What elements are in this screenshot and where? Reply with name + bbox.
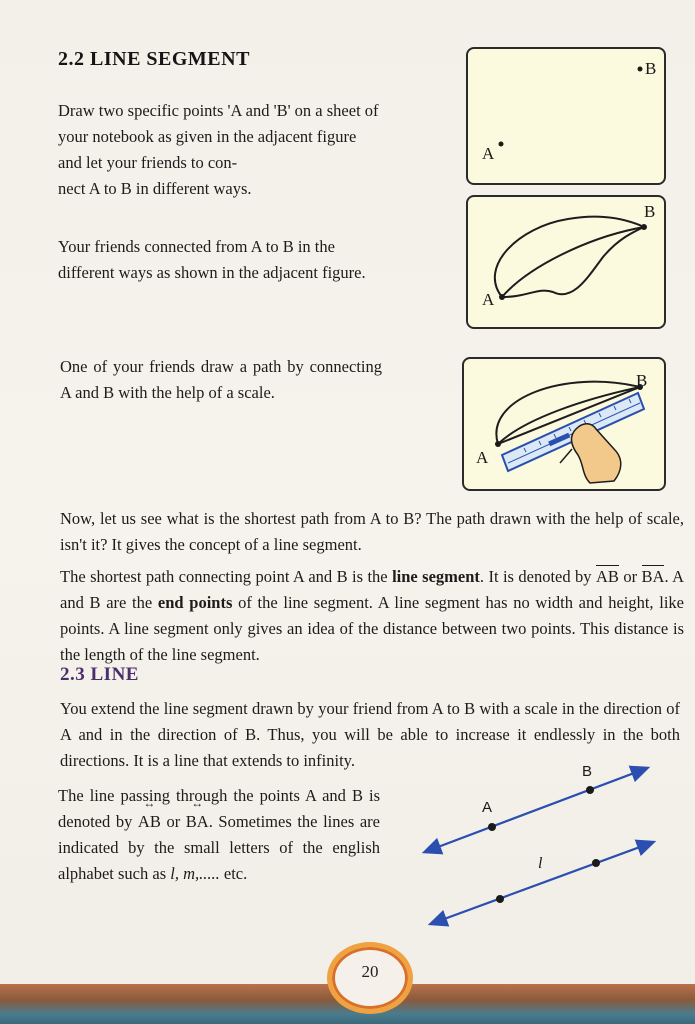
fig2-label-a: A [482, 290, 495, 309]
line-text-2: . Sometimes the lines are indicated by the small letters of the english alphabet such as [58, 812, 380, 883]
line-ba-notation: ↔ BA [186, 809, 209, 835]
section-heading-line: 2.3 LINE [60, 664, 139, 685]
paragraph-line-segment-definition [60, 564, 684, 668]
line-point-a [488, 823, 496, 831]
paragraph-line-notation [58, 783, 380, 887]
line-letters: l, m,..... [170, 864, 220, 883]
fig2-label-b: B [644, 202, 656, 221]
paragraph-draw-points-end [58, 176, 383, 202]
line-l-point-2 [592, 859, 600, 867]
paragraph-different-ways-text: Your friends connected from A to B in the different ways as shown in the adjacent figure. [58, 237, 366, 282]
fig4-label-b: B [582, 763, 593, 780]
fig3-label-b: B [636, 371, 648, 390]
def-text-4: of the line segment. A line segment has no width and height, like points. A line segment only gives an idea of the distance between two points. This distance is the length of the line segment. [60, 593, 684, 664]
def-text-1: The shortest path connecting point A and B is the [60, 567, 393, 586]
paragraph-shortest-path-text: Now, let us see what is the shortest path from A to B? The path drawn with the help of scale, isn't it? It gives the concept of a line segment. [60, 509, 684, 554]
figure-scale-path [462, 357, 666, 491]
paragraph-draw-points-text: Draw two specific points 'A and 'B' on a sheet of your notebook as given in the adjacent figure and let your friends to con- [58, 101, 379, 172]
term-line-segment: line segment [392, 567, 480, 586]
line-or: or [160, 812, 186, 831]
paragraph-draw-points-end-text: nect A to B in different ways. [58, 179, 252, 198]
line-ab [430, 770, 642, 850]
figure-curved-paths [466, 195, 666, 329]
figure-two-lines [420, 758, 660, 930]
page-number: 20 [361, 962, 379, 981]
def-or: or [618, 567, 642, 586]
fig1-label-b: B [645, 59, 657, 78]
segment-ab-notation: AB [596, 564, 619, 590]
paragraph-scale-path [60, 354, 382, 406]
def-text-3: . A and B are the [60, 567, 684, 612]
point-b-dot [638, 67, 643, 72]
paragraph-shortest-path [60, 506, 684, 558]
def-text-2: . It is denoted by [479, 567, 596, 586]
paragraph-scale-path-text: One of your friends draw a path by connecting A and B with the help of a scale. [60, 357, 382, 402]
line-point-b [586, 786, 594, 794]
fig4-label-l: l [538, 855, 543, 872]
line-text-1: The line passing through the points A and B is denoted by [58, 786, 380, 831]
line-text-3: etc. [219, 864, 248, 883]
paragraph-different-ways [58, 234, 380, 286]
fig3-label-a: A [476, 448, 489, 467]
term-end-points: end points [157, 593, 233, 612]
line-l-point-1 [496, 895, 504, 903]
fig4-label-a: A [482, 799, 493, 816]
segment-ba-notation: BA [642, 564, 665, 590]
paragraph-extend-line-text: You extend the line segment drawn by your friend from A to B with a scale in the direction of A and in the direction of B. Thus, you will be able to increase it endlessly in the both directions. It is a line that extends to infinity. [60, 699, 680, 770]
section-heading-line-segment: 2.2 LINE SEGMENT [58, 48, 250, 70]
fig1-label-a: A [482, 144, 495, 163]
point-a-dot [499, 142, 504, 147]
figure-two-points [466, 47, 666, 185]
line-ab-notation: ↔ AB [138, 809, 161, 835]
paragraph-draw-points [58, 98, 383, 176]
